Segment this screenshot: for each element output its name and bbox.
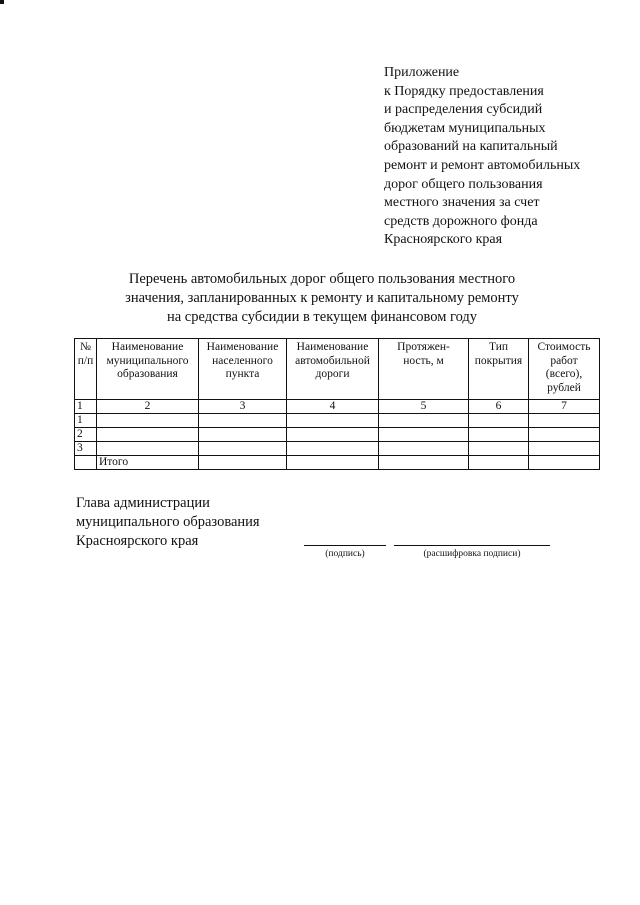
row-number: 2: [75, 428, 97, 442]
table-cell: [379, 456, 469, 470]
header-line: дороги: [315, 368, 350, 380]
header-municipality: [97, 339, 199, 400]
header-line: Протяжен-: [397, 341, 450, 353]
title-line: значения, запланированных к ремонту и капитальному ремонту: [125, 290, 519, 306]
appendix-line: и распределения субсидий: [384, 102, 543, 118]
header-line: п/п: [77, 354, 94, 367]
table-cell: [75, 456, 97, 470]
header-line: (всего),: [545, 368, 583, 380]
header-settlement: [199, 339, 287, 400]
header-line: ность, м: [403, 354, 444, 367]
column-number-row: [75, 400, 600, 414]
header-line: Наименование: [296, 341, 369, 353]
table-cell: [199, 414, 287, 428]
header-line: пункта: [225, 368, 260, 380]
header-line: Наименование: [111, 341, 184, 353]
header-number: [75, 339, 97, 400]
appendix-line: местного значения за счет: [384, 195, 540, 211]
appendix-line: дорог общего пользования: [384, 176, 543, 192]
table-cell: [287, 428, 379, 442]
roads-table: [74, 338, 600, 470]
table-row: [75, 428, 600, 442]
appendix-line: Приложение: [384, 65, 460, 80]
header-line: Стоимость: [537, 341, 591, 353]
document-title: [100, 270, 544, 327]
header-line: образования: [117, 368, 178, 380]
table-cell: [379, 414, 469, 428]
total-row: [75, 456, 600, 470]
title-line: Перечень автомобильных дорог общего пользования местного: [128, 271, 516, 287]
table-header-row: [75, 339, 600, 400]
column-number: 2: [97, 400, 199, 414]
table-row: [75, 442, 600, 456]
table-cell: [97, 414, 199, 428]
header-line: работ: [550, 354, 578, 367]
table-cell: [97, 442, 199, 456]
table-cell: [199, 428, 287, 442]
table-cell: [199, 442, 287, 456]
column-number: 4: [287, 400, 379, 414]
header-length: [379, 339, 469, 400]
table-cell: [469, 414, 529, 428]
column-number: 7: [529, 400, 600, 414]
table-cell: [287, 456, 379, 470]
header-surface-type: [469, 339, 529, 400]
signature-line: Глава администрации: [76, 495, 210, 511]
header-road: [287, 339, 379, 400]
scan-corner-mark: [0, 0, 4, 4]
appendix-line: образований на капитальный: [384, 139, 558, 155]
row-number: 3: [75, 442, 97, 456]
signature-caption: (подпись): [325, 549, 365, 559]
header-line: муниципального: [106, 354, 189, 367]
table-cell: [529, 428, 600, 442]
column-number: 1: [75, 400, 97, 414]
header-cost: [529, 339, 600, 400]
appendix-line: средств дорожного фонда: [384, 213, 538, 229]
table-cell: [379, 428, 469, 442]
signature-decode-underline: [394, 545, 550, 546]
signature-block: [76, 494, 260, 551]
column-number: 3: [199, 400, 287, 414]
table-cell: [529, 414, 600, 428]
header-line: №: [80, 341, 91, 353]
title-line: на средства субсидии в текущем финансовом году: [166, 309, 478, 325]
table-cell: [287, 442, 379, 456]
table-cell: [379, 442, 469, 456]
appendix-line: к Порядку предоставления: [384, 83, 544, 99]
column-number: 5: [379, 400, 469, 414]
header-line: Наименование: [206, 341, 279, 353]
table-cell: [97, 428, 199, 442]
appendix-block: [384, 64, 624, 250]
header-line: автомобильной: [295, 354, 370, 367]
appendix-line: ремонт и ремонт автомобильных: [384, 157, 581, 173]
header-line: рублей: [547, 381, 581, 394]
total-label: Итого: [97, 456, 199, 470]
signature-underline: [304, 545, 386, 546]
table-cell: [469, 442, 529, 456]
signature-decode-caption: (расшифровка подписи): [423, 549, 521, 559]
table-row: [75, 414, 600, 428]
column-number: 6: [469, 400, 529, 414]
header-line: покрытия: [474, 354, 523, 367]
signature-line: муниципального образования: [76, 514, 260, 530]
table-cell: [529, 442, 600, 456]
table-cell: [287, 414, 379, 428]
header-line: Тип: [488, 341, 509, 353]
table-cell: [199, 456, 287, 470]
header-line: населенного: [212, 354, 273, 367]
table-cell: [469, 428, 529, 442]
appendix-line: бюджетам муниципальных: [384, 120, 546, 136]
table-cell: [529, 456, 600, 470]
appendix-line: Красноярского края: [384, 232, 503, 248]
signature-line: Красноярского края: [76, 533, 199, 549]
table-cell: [469, 456, 529, 470]
row-number: 1: [75, 414, 97, 428]
